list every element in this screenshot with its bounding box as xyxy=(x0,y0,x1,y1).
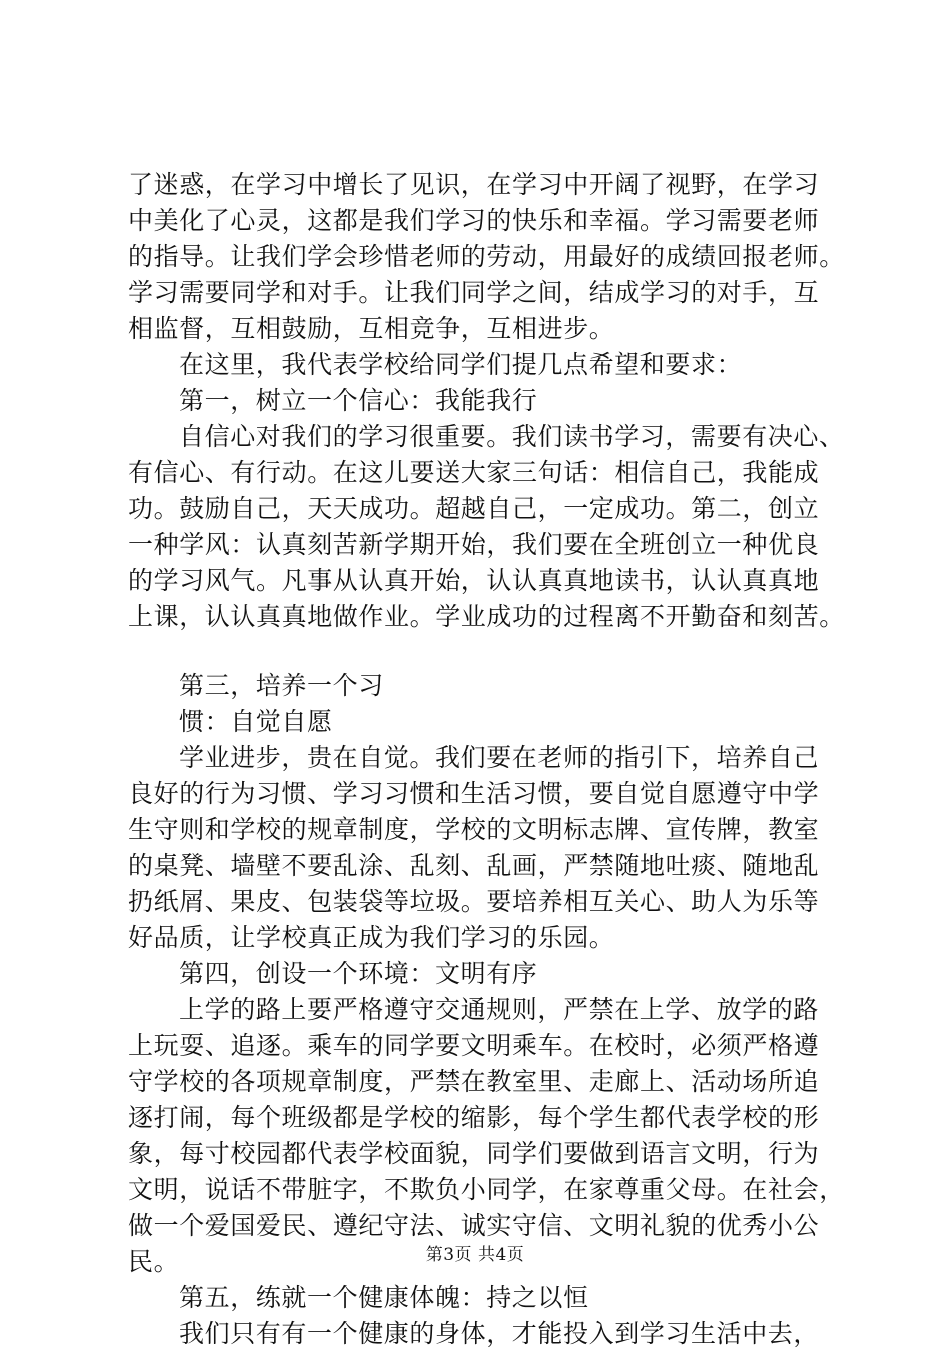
section-heading: 第三，培养一个习 xyxy=(179,671,384,700)
text-line: 有信心、有行动。在这儿要送大家三句话：相信自己，我能成 xyxy=(128,458,820,487)
text-line: 相监督，互相鼓励，互相竞争，互相进步。 xyxy=(128,314,615,343)
page-number-footer: 第3页 共4页 xyxy=(425,1245,525,1265)
text-line: 自信心对我们的学习很重要。我们读书学习，需要有决心、 xyxy=(179,422,845,451)
text-line: 中美化了心灵，这都是我们学习的快乐和幸福。学习需要老师 xyxy=(128,206,820,235)
text-line: 文明，说话不带脏字，不欺负小同学，在家尊重父母。在社会， xyxy=(128,1175,845,1204)
text-line: 学业进步，贵在自觉。我们要在老师的指引下，培养自己 xyxy=(179,743,820,772)
text-line: 学习需要同学和对手。让我们同学之间，结成学习的对手，互 xyxy=(128,278,820,307)
paragraph-gap xyxy=(128,635,848,668)
text-line: 上课，认认真真地做作业。学业成功的过程离不开勤奋和刻苦。 xyxy=(128,602,845,631)
text-line: 民。 xyxy=(128,1247,180,1276)
text-line: 逐打闹，每个班级都是学校的缩影，每个学生都代表学校的形 xyxy=(128,1103,820,1132)
text-line: 的桌凳、墙壁不要乱涂、乱刻、乱画，严禁随地吐痰、随地乱 xyxy=(128,851,820,880)
text-line: 了迷惑，在学习中增长了见识，在学习中开阔了视野，在学习 xyxy=(128,170,820,199)
document-body xyxy=(128,167,848,1352)
text-line: 我们只有有一个健康的身体，才能投入到学习生活中去， xyxy=(179,1319,820,1348)
text-line: 好品质，让学校真正成为我们学习的乐园。 xyxy=(128,923,615,952)
text-line: 的学习风气。凡事从认真开始，认认真真地读书，认认真真地 xyxy=(128,566,820,595)
text-line: 做一个爱国爱民、遵纪守法、诚实守信、文明礼貌的优秀小公 xyxy=(128,1211,820,1240)
text-line: 生守则和学校的规章制度，学校的文明标志牌、宣传牌，教室 xyxy=(128,815,820,844)
text-line: 一种学风：认真刻苦新学期开始，我们要在全班创立一种优良 xyxy=(128,530,820,559)
text-line: 上学的路上要严格遵守交通规则，严禁在上学、放学的路 xyxy=(179,995,820,1024)
text-line: 守学校的各项规章制度，严禁在教室里、走廊上、活动场所追 xyxy=(128,1067,820,1096)
section-heading: 第五，练就一个健康体魄：持之以恒 xyxy=(179,1283,589,1312)
text-line: 在这里，我代表学校给同学们提几点希望和要求： xyxy=(179,350,743,379)
text-line: 上玩耍、追逐。乘车的同学要文明乘车。在校时，必须严格遵 xyxy=(128,1031,820,1060)
section-heading: 第四，创设一个环境：文明有序 xyxy=(179,959,538,988)
text-line: 功。鼓励自己，天天成功。超越自己，一定成功。第二，创立 xyxy=(128,494,820,523)
section-heading: 惯：自觉自愿 xyxy=(179,707,333,736)
text-line: 的指导。让我们学会珍惜老师的劳动，用最好的成绩回报老师。 xyxy=(128,242,845,271)
section-heading: 第一，树立一个信心：我能我行 xyxy=(179,386,538,415)
text-line: 象，每寸校园都代表学校面貌，同学们要做到语言文明，行为 xyxy=(128,1139,820,1168)
text-line: 良好的行为习惯、学习习惯和生活习惯，要自觉自愿遵守中学 xyxy=(128,779,820,808)
text-line: 扔纸屑、果皮、包装袋等垃圾。要培养相互关心、助人为乐等 xyxy=(128,887,820,916)
